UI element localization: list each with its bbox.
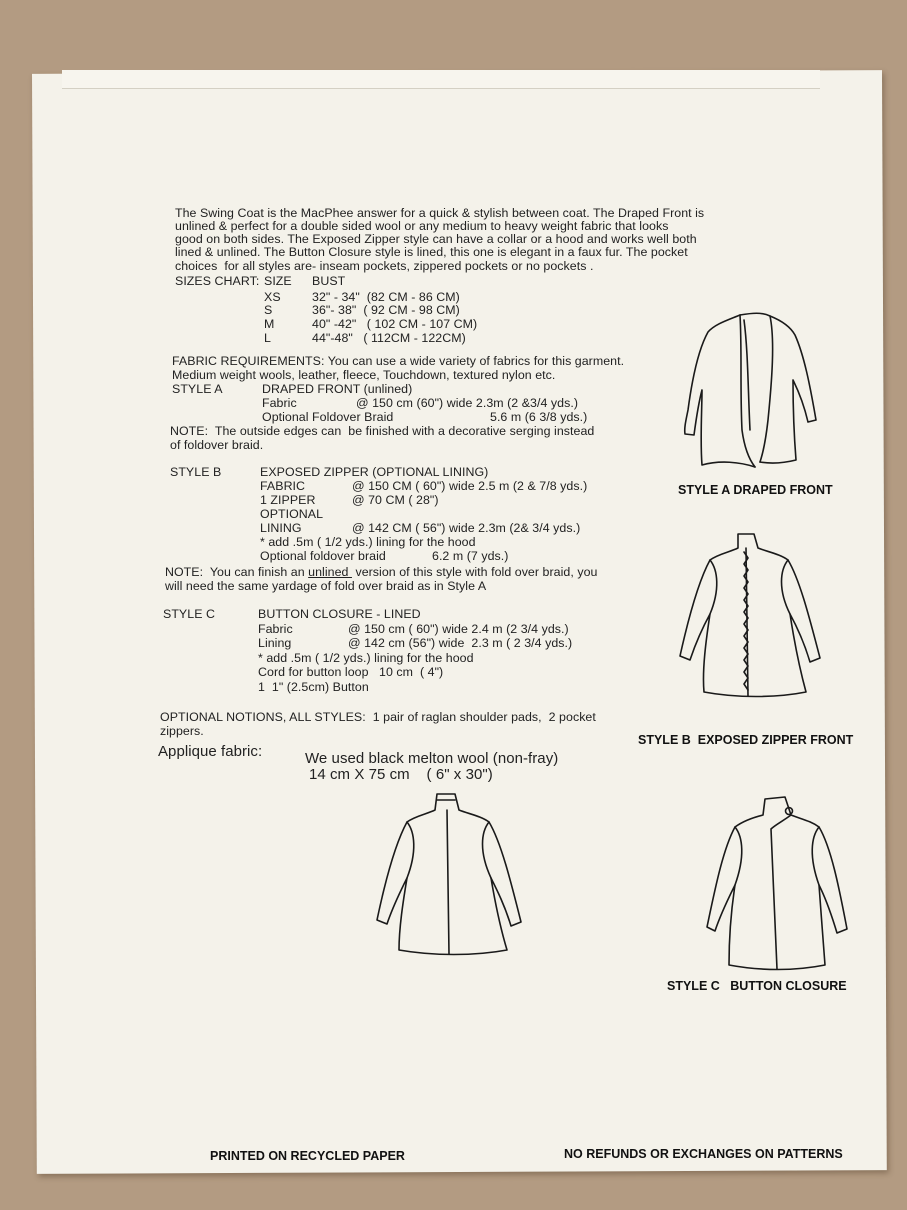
style-b-zipper-label: 1 ZIPPER bbox=[260, 493, 316, 507]
style-b-coat-illustration bbox=[676, 530, 824, 700]
size-header: SIZE bbox=[264, 274, 292, 288]
style-b-note-pre: NOTE: You can finish an bbox=[165, 565, 309, 579]
size-cell: M bbox=[264, 317, 275, 331]
style-b-note bbox=[165, 565, 597, 580]
style-b-braid-label: Optional foldover braid bbox=[260, 549, 386, 563]
bust-cell: 36"- 38" ( 92 CM - 98 CM) bbox=[312, 303, 460, 317]
fabric-requirements: Medium weight wools, leather, fleece, Touchdown, textured nylon etc. bbox=[172, 368, 556, 382]
style-a-fabric-value: @ 150 cm (60") wide 2.3m (2 &3/4 yds.) bbox=[356, 396, 579, 410]
footer-recycled: PRINTED ON RECYCLED PAPER bbox=[210, 1149, 405, 1163]
style-c-coat-illustration bbox=[705, 795, 850, 973]
style-a-label: STYLE A bbox=[172, 382, 223, 396]
size-cell: L bbox=[264, 331, 271, 345]
style-c-fabric-value: @ 150 cm ( 60") wide 2.4 m (2 3/4 yds.) bbox=[348, 622, 569, 636]
style-c-hood: * add .5m ( 1/2 yds.) lining for the hood bbox=[258, 651, 474, 665]
size-cell: S bbox=[264, 303, 273, 317]
applique-label: Applique fabric: bbox=[158, 743, 263, 760]
bust-cell: 40" -42" ( 102 CM - 107 CM) bbox=[312, 317, 478, 331]
sizes-title: SIZES CHART: bbox=[175, 274, 260, 288]
style-a-braid-label: Optional Foldover Braid bbox=[262, 410, 394, 424]
paper-fold-edge bbox=[62, 70, 820, 89]
style-a-note: of foldover braid. bbox=[170, 438, 264, 452]
style-b-note-post: version of this style with fold over braid, you bbox=[351, 565, 598, 579]
bust-header: BUST bbox=[312, 274, 346, 288]
style-b-braid-value: 6.2 m (7 yds.) bbox=[432, 549, 509, 563]
style-b-fabric-label: FABRIC bbox=[260, 479, 306, 493]
style-c-caption: STYLE C BUTTON CLOSURE bbox=[667, 979, 847, 993]
optional-notions: zippers. bbox=[160, 724, 204, 738]
style-b-note: will need the same yardage of fold over braid as in Style A bbox=[165, 579, 487, 593]
style-c-label: STYLE C bbox=[163, 607, 215, 621]
intro-line: The Swing Coat is the MacPhee answer for a quick & stylish between coat. The Draped Front is bbox=[175, 206, 705, 220]
intro-line: good on both sides. The Exposed Zipper style can have a collar or a hood and works well both bbox=[175, 232, 697, 246]
applique-coat-illustration bbox=[375, 790, 523, 958]
style-c-cord: Cord for button loop 10 cm ( 4") bbox=[258, 665, 444, 679]
intro-line: choices for all styles are- inseam pockets, zippered pockets or no pockets . bbox=[175, 259, 594, 273]
style-b-hood: * add .5m ( 1/2 yds.) lining for the hood bbox=[260, 535, 476, 549]
intro-line: lined & unlined. The Button Closure style is lined, this one is elegant in a faux fur. The pocket bbox=[175, 245, 688, 259]
style-c-lining-value: @ 142 cm (56") wide 2.3 m ( 2 3/4 yds.) bbox=[348, 636, 573, 650]
bust-cell: 44"-48" ( 112CM - 122CM) bbox=[312, 331, 466, 345]
style-c-fabric-label: Fabric bbox=[258, 622, 293, 636]
style-b-label: STYLE B bbox=[170, 465, 222, 479]
style-b-lining-value: @ 142 CM ( 56") wide 2.3m (2& 3/4 yds.) bbox=[352, 521, 581, 535]
style-b-lining-label: LINING bbox=[260, 521, 302, 535]
style-a-coat-illustration bbox=[680, 310, 820, 470]
style-b-zipper-value: @ 70 CM ( 28") bbox=[352, 493, 439, 507]
style-c-button: 1 1" (2.5cm) Button bbox=[258, 680, 369, 694]
size-cell: XS bbox=[264, 290, 281, 304]
style-b-fabric-value: @ 150 CM ( 60") wide 2.5 m (2 & 7/8 yds.) bbox=[352, 479, 588, 493]
style-a-caption: STYLE A DRAPED FRONT bbox=[678, 483, 833, 497]
style-c-lining-label: Lining bbox=[258, 636, 292, 650]
optional-notions: OPTIONAL NOTIONS, ALL STYLES: 1 pair of raglan shoulder pads, 2 pocket bbox=[160, 710, 596, 724]
style-b-caption: STYLE B EXPOSED ZIPPER FRONT bbox=[638, 733, 854, 747]
style-b-name: EXPOSED ZIPPER (OPTIONAL LINING) bbox=[260, 465, 489, 479]
applique-material: We used black melton wool (non-fray) bbox=[305, 750, 559, 767]
style-b-optional: OPTIONAL bbox=[260, 507, 324, 521]
footer-no-refunds: NO REFUNDS OR EXCHANGES ON PATTERNS bbox=[564, 1147, 843, 1161]
style-b-note-underlined: unlined bbox=[308, 565, 352, 579]
style-a-note: NOTE: The outside edges can be finished with a decorative serging instead bbox=[170, 424, 595, 438]
style-a-fabric-label: Fabric bbox=[262, 396, 297, 410]
style-c-name: BUTTON CLOSURE - LINED bbox=[258, 607, 421, 621]
applique-size: 14 cm X 75 cm ( 6" x 30") bbox=[309, 766, 493, 783]
bust-cell: 32" - 34" (82 CM - 86 CM) bbox=[312, 290, 460, 304]
style-a-name: DRAPED FRONT (unlined) bbox=[262, 382, 413, 396]
style-a-braid-value: 5.6 m (6 3/8 yds.) bbox=[490, 410, 588, 424]
fabric-requirements: FABRIC REQUIREMENTS: You can use a wide variety of fabrics for this garment. bbox=[172, 354, 625, 368]
intro-line: unlined & perfect for a double sided wool or any medium to heavy weight fabric that looks bbox=[175, 219, 669, 233]
